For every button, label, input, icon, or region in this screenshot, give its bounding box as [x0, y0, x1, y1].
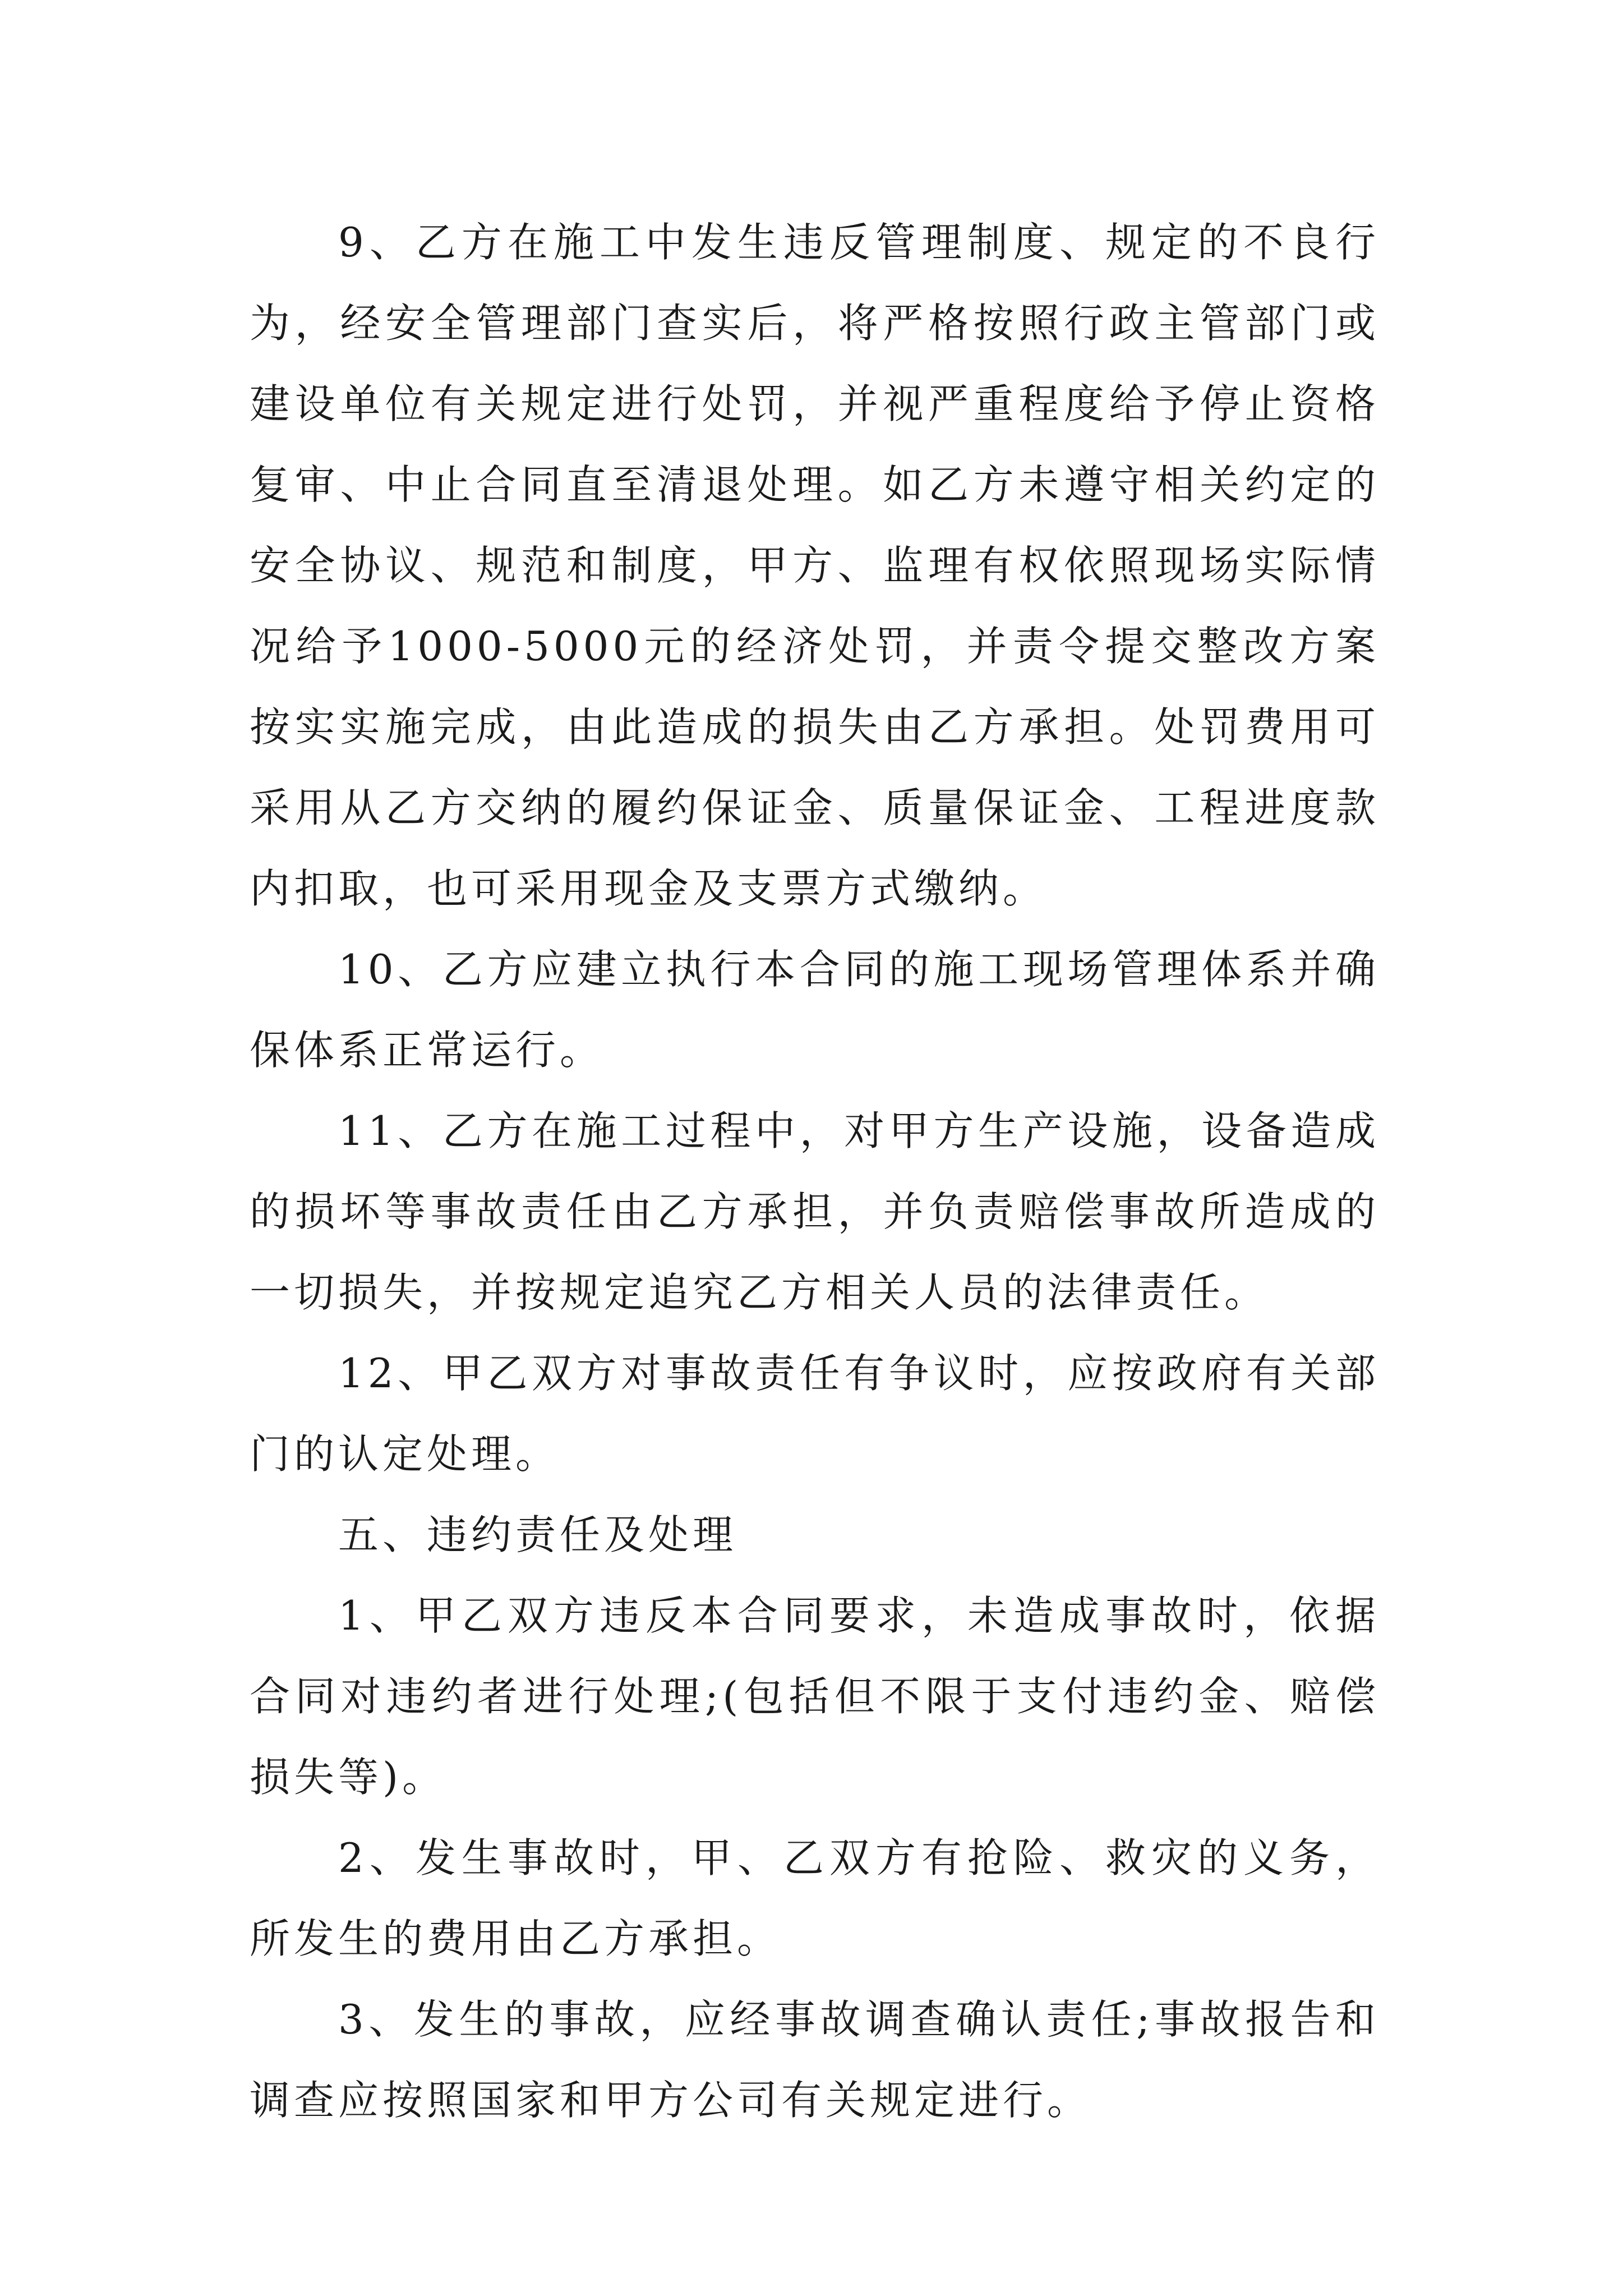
- clause-11-paragraph: 11、乙方在施工过程中，对甲方生产设施，设备造成的损坏等事故责任由乙方承担，并负责赔偿事故所造成的一切损失，并按规定追究乙方相关人员的法律责任。: [250, 1107, 1380, 1316]
- breach-clause-2-paragraph: 2、发生事故时，甲、乙双方有抢险、救灾的义务，所发生的费用由乙方承担。: [250, 1834, 1380, 1962]
- document-body: [250, 202, 1380, 2141]
- clause-10-paragraph: 10、乙方应建立执行本合同的施工现场管理体系并确保体系正常运行。: [250, 946, 1380, 1074]
- clause-9-paragraph: 9、乙方在施工中发生违反管理制度、规定的不良行为，经安全管理部门查实后，将严格按照行政主管部门或建设单位有关规定进行处罚，并视严重程度给予停止资格复审、中止合同直至清退处理。如乙方未遵守相关约定的安全协议、规范和制度，甲方、监理有权依照现场实际情况给予1000-5000元的经济处罚，并责令提交整改方案按实实施完成，由此造成的损失由乙方承担。处罚费用可采用从乙方交纳的履约保证金、质量保证金、工程进度款内扣取，也可采用现金及支票方式缴纳。: [250, 219, 1380, 912]
- breach-clause-1-paragraph: 1、甲乙双方违反本合同要求，未造成事故时，依据合同对违约者进行处理;(包括但不限于支付违约金、赔偿损失等)。: [250, 1592, 1380, 1801]
- clause-12-paragraph: 12、甲乙双方对事故责任有争议时，应按政府有关部门的认定处理。: [250, 1350, 1380, 1478]
- breach-clause-3-paragraph: 3、发生的事故，应经事故调查确认责任;事故报告和调查应按照国家和甲方公司有关规定进行。: [250, 1996, 1380, 2124]
- section-5-heading: 五、违约责任及处理: [338, 1511, 737, 1558]
